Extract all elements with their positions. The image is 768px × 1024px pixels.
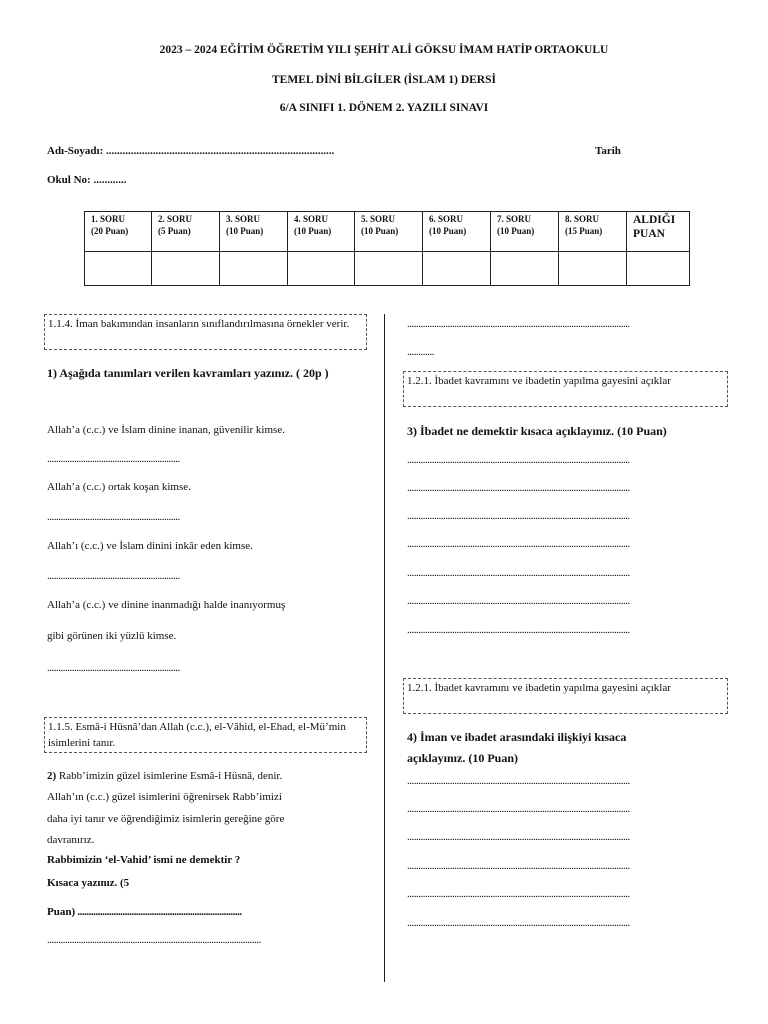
q2-short: Kısaca yazınız. (5 [47, 877, 130, 889]
score-header-q3: 3. SORU (10 Puan) [220, 212, 288, 252]
q3-answer-3[interactable]: ................................................................................................... [407, 510, 630, 522]
exam-title-school: 2023 – 2024 EĞİTİM ÖĞRETİM YILI ŞEHİT ALİ GÖKSU İMAM HATİP ORTAOKULU [159, 44, 609, 56]
question-4-title-line-2: açıklayınız. (10 Puan) [407, 751, 519, 765]
q2-answer-2[interactable]: ............................................................................................... [47, 934, 261, 946]
q2-line-3: daha iyi tanır ve öğrendiğimiz isimlerin gereğine göre [47, 813, 285, 825]
column-divider [384, 314, 385, 982]
question-2-number: 2) [47, 770, 57, 782]
q3-answer-4[interactable]: ................................................................................................... [407, 538, 630, 550]
q2-line-4: davranırız. [47, 834, 95, 846]
learning-outcome-1: 1.1.4. İman bakımından insanların sınıflandırılmasına örnekler verir. [44, 314, 367, 350]
q4-answer-3[interactable]: ................................................................................................... [407, 831, 630, 843]
prev-answer-line[interactable]: ................................................................................................... [407, 318, 630, 330]
score-header-q4: 4. SORU (10 Puan) [288, 212, 355, 252]
q2-question: Rabbimizin ‘el-Vahid’ ismi ne demektir ? [47, 854, 241, 866]
q1-answer-3[interactable]: ........................................................... [47, 570, 180, 582]
score-cell-q2[interactable] [152, 252, 220, 286]
q2-line-1: 2) Rabb’imizin güzel isimlerine Esmâ-i Hüsnâ, denir. [47, 770, 283, 782]
score-header-q1: 1. SORU (20 Puan) [85, 212, 152, 252]
score-header-q5: 5. SORU (10 Puan) [355, 212, 423, 252]
q1-answer-2[interactable]: ........................................................... [47, 511, 180, 523]
q4-answer-4[interactable]: ................................................................................................... [407, 860, 630, 872]
q3-answer-7[interactable]: ................................................................................................... [407, 624, 630, 636]
q3-answer-6[interactable]: ................................................................................................... [407, 595, 630, 607]
date-label: Tarih [595, 145, 621, 157]
q3-answer-1[interactable]: ................................................................................................... [407, 454, 630, 466]
question-3-title: 3) İbadet ne demektir kısaca açıklayınız. (10 Puan) [407, 424, 667, 438]
q1-item-3: Allah’ı (c.c.) ve İslam dinini inkâr eden kimse. [47, 540, 253, 552]
learning-outcome-2: 1.1.5. Esmâ-i Hüsnâ’dan Allah (c.c.), el-Vâhid, el-Ehad, el-Mü’min isimlerini tanır. [44, 717, 367, 753]
q2-line-2: Allah’ın (c.c.) güzel isimlerini öğrenirsek Rabb’imizi [47, 791, 282, 803]
q4-answer-6[interactable]: ................................................................................................... [407, 917, 630, 929]
q1-answer-1[interactable]: ........................................................... [47, 453, 180, 465]
score-cell-total[interactable] [627, 252, 690, 286]
q1-item-1: Allah’a (c.c.) ve İslam dinine inanan, güvenilir kimse. [47, 424, 285, 436]
score-cell-q4[interactable] [288, 252, 355, 286]
exam-title-class: 6/A SINIFI 1. DÖNEM 2. YAZILI SINAVI [279, 102, 489, 114]
prev-answer-line-2[interactable]: ............ [407, 346, 434, 358]
q3-answer-5[interactable]: ................................................................................................... [407, 567, 630, 579]
student-number-field[interactable]: Okul No: ............ [47, 174, 127, 186]
score-header-q6: 6. SORU (10 Puan) [423, 212, 491, 252]
q1-answer-4[interactable]: ........................................................... [47, 662, 180, 674]
score-header-total: ALDIĞI PUAN [627, 212, 690, 252]
exam-title-course: TEMEL DİNİ BİLGİLER (İSLAM 1) DERSİ [272, 74, 496, 86]
q2-points-line: Puan) ......................................................................... [47, 906, 242, 918]
student-name-field[interactable]: Adı-Soyadı: ................................................................................... [47, 145, 335, 157]
score-cell-q7[interactable] [491, 252, 559, 286]
question-1-title: 1) Aşağıda tanımları verilen kavramları yazınız. ( 20p ) [47, 366, 329, 380]
q3-answer-2[interactable]: ................................................................................................... [407, 482, 630, 494]
score-cell-q5[interactable] [355, 252, 423, 286]
score-header-q2: 2. SORU (5 Puan) [152, 212, 220, 252]
q1-item-4a: Allah’a (c.c.) ve dinine inanmadığı halde inanıyormuş [47, 599, 286, 611]
score-table [84, 211, 690, 286]
q2-answer-1[interactable]: ......................................................................... [75, 906, 242, 918]
q1-item-2: Allah’a (c.c.) ortak koşan kimse. [47, 481, 191, 493]
score-header-q8: 8. SORU (15 Puan) [559, 212, 627, 252]
question-4-title-line-1: 4) İman ve ibadet arasındaki ilişkiyi kısaca [407, 730, 627, 744]
learning-outcome-3: 1.2.1. İbadet kavramını ve ibadetin yapılma gayesini açıklar [403, 371, 728, 407]
q4-answer-2[interactable]: ................................................................................................... [407, 803, 630, 815]
score-cell-q8[interactable] [559, 252, 627, 286]
score-cell-q6[interactable] [423, 252, 491, 286]
score-cell-q1[interactable] [85, 252, 152, 286]
learning-outcome-4: 1.2.1. İbadet kavramını ve ibadetin yapılma gayesini açıklar [403, 678, 728, 714]
q1-item-4b: gibi görünen iki yüzlü kimse. [47, 630, 177, 642]
score-header-q7: 7. SORU (10 Puan) [491, 212, 559, 252]
q4-answer-1[interactable]: ................................................................................................... [407, 775, 630, 787]
score-cell-q3[interactable] [220, 252, 288, 286]
q4-answer-5[interactable]: ................................................................................................... [407, 888, 630, 900]
